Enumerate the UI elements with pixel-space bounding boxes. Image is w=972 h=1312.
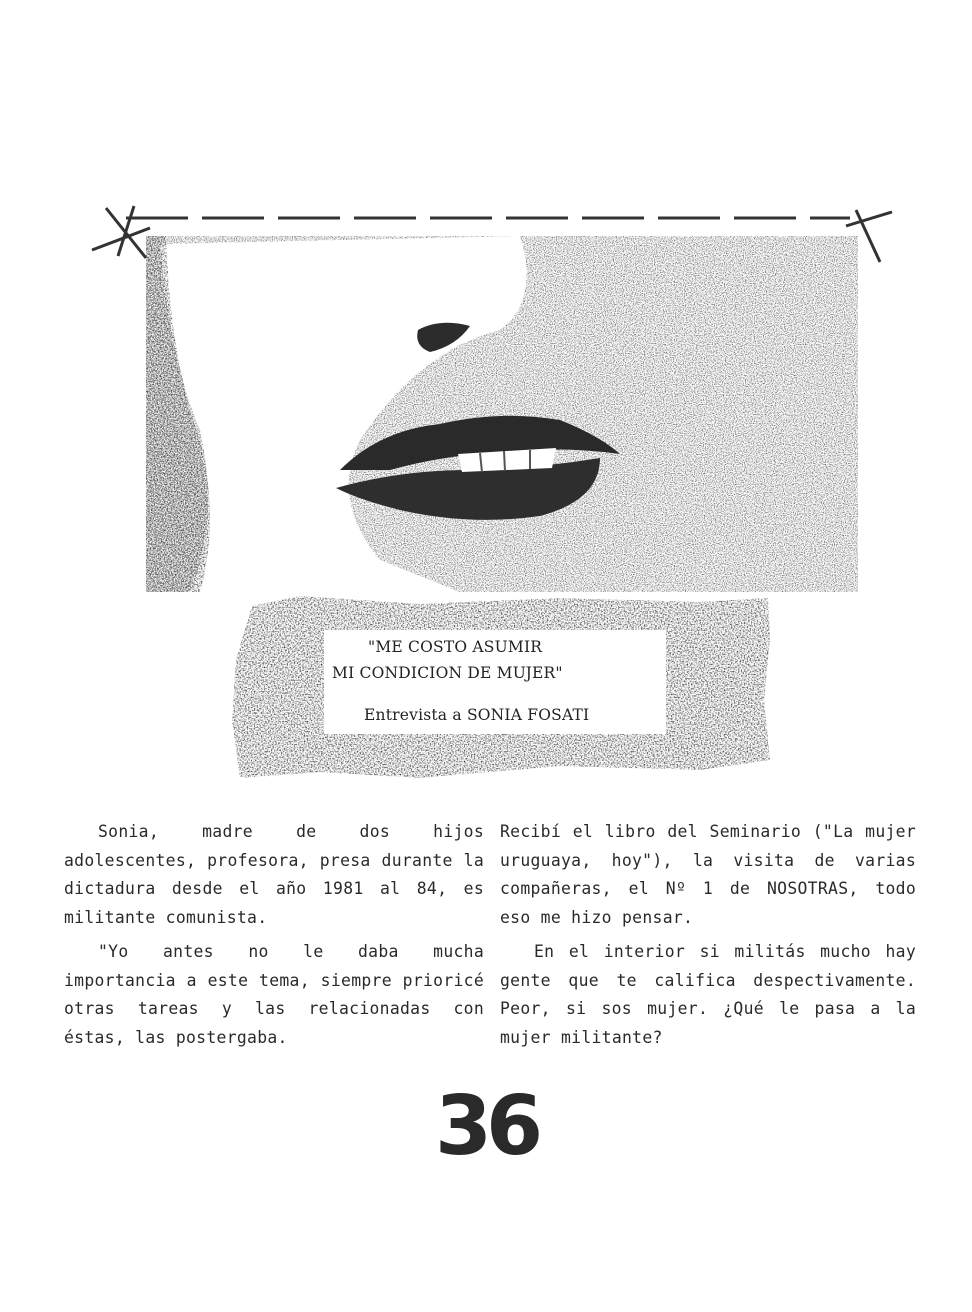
- paragraph: "Yo antes no le daba mucha importancia a este tema, siempre prioricé otras tareas y las relacionadas con éstas, las postergaba.: [64, 942, 484, 1047]
- headline-line-1: "ME COSTO ASUMIR: [368, 638, 543, 656]
- headline-line-2: MI CONDICION DE MUJER": [332, 664, 563, 682]
- face-photo: [146, 236, 858, 592]
- page-number: 36: [434, 1079, 538, 1174]
- subtitle: Entrevista a SONIA FOSATI: [364, 706, 590, 724]
- title-box: [324, 630, 666, 734]
- paragraph: Sonia, madre de dos hijos adolescentes, profesora, presa durante la dictadura desde el año 1981 al 84, es militante comunista.: [64, 822, 484, 927]
- paragraph: En el interior si militás mucho hay gente que te califica despectivamente. Peor, si sos mujer. ¿Qué le pasa a la mujer militante?: [500, 942, 916, 1047]
- article-right-column: [500, 818, 916, 1052]
- paragraph: Recibí el libro del Seminario ("La mujer uruguaya, hoy"), la visita de varias compañeras, el Nº 1 de NOSOTRAS, todo eso me hizo pensar.: [500, 822, 916, 927]
- article-left-column: [64, 818, 484, 1052]
